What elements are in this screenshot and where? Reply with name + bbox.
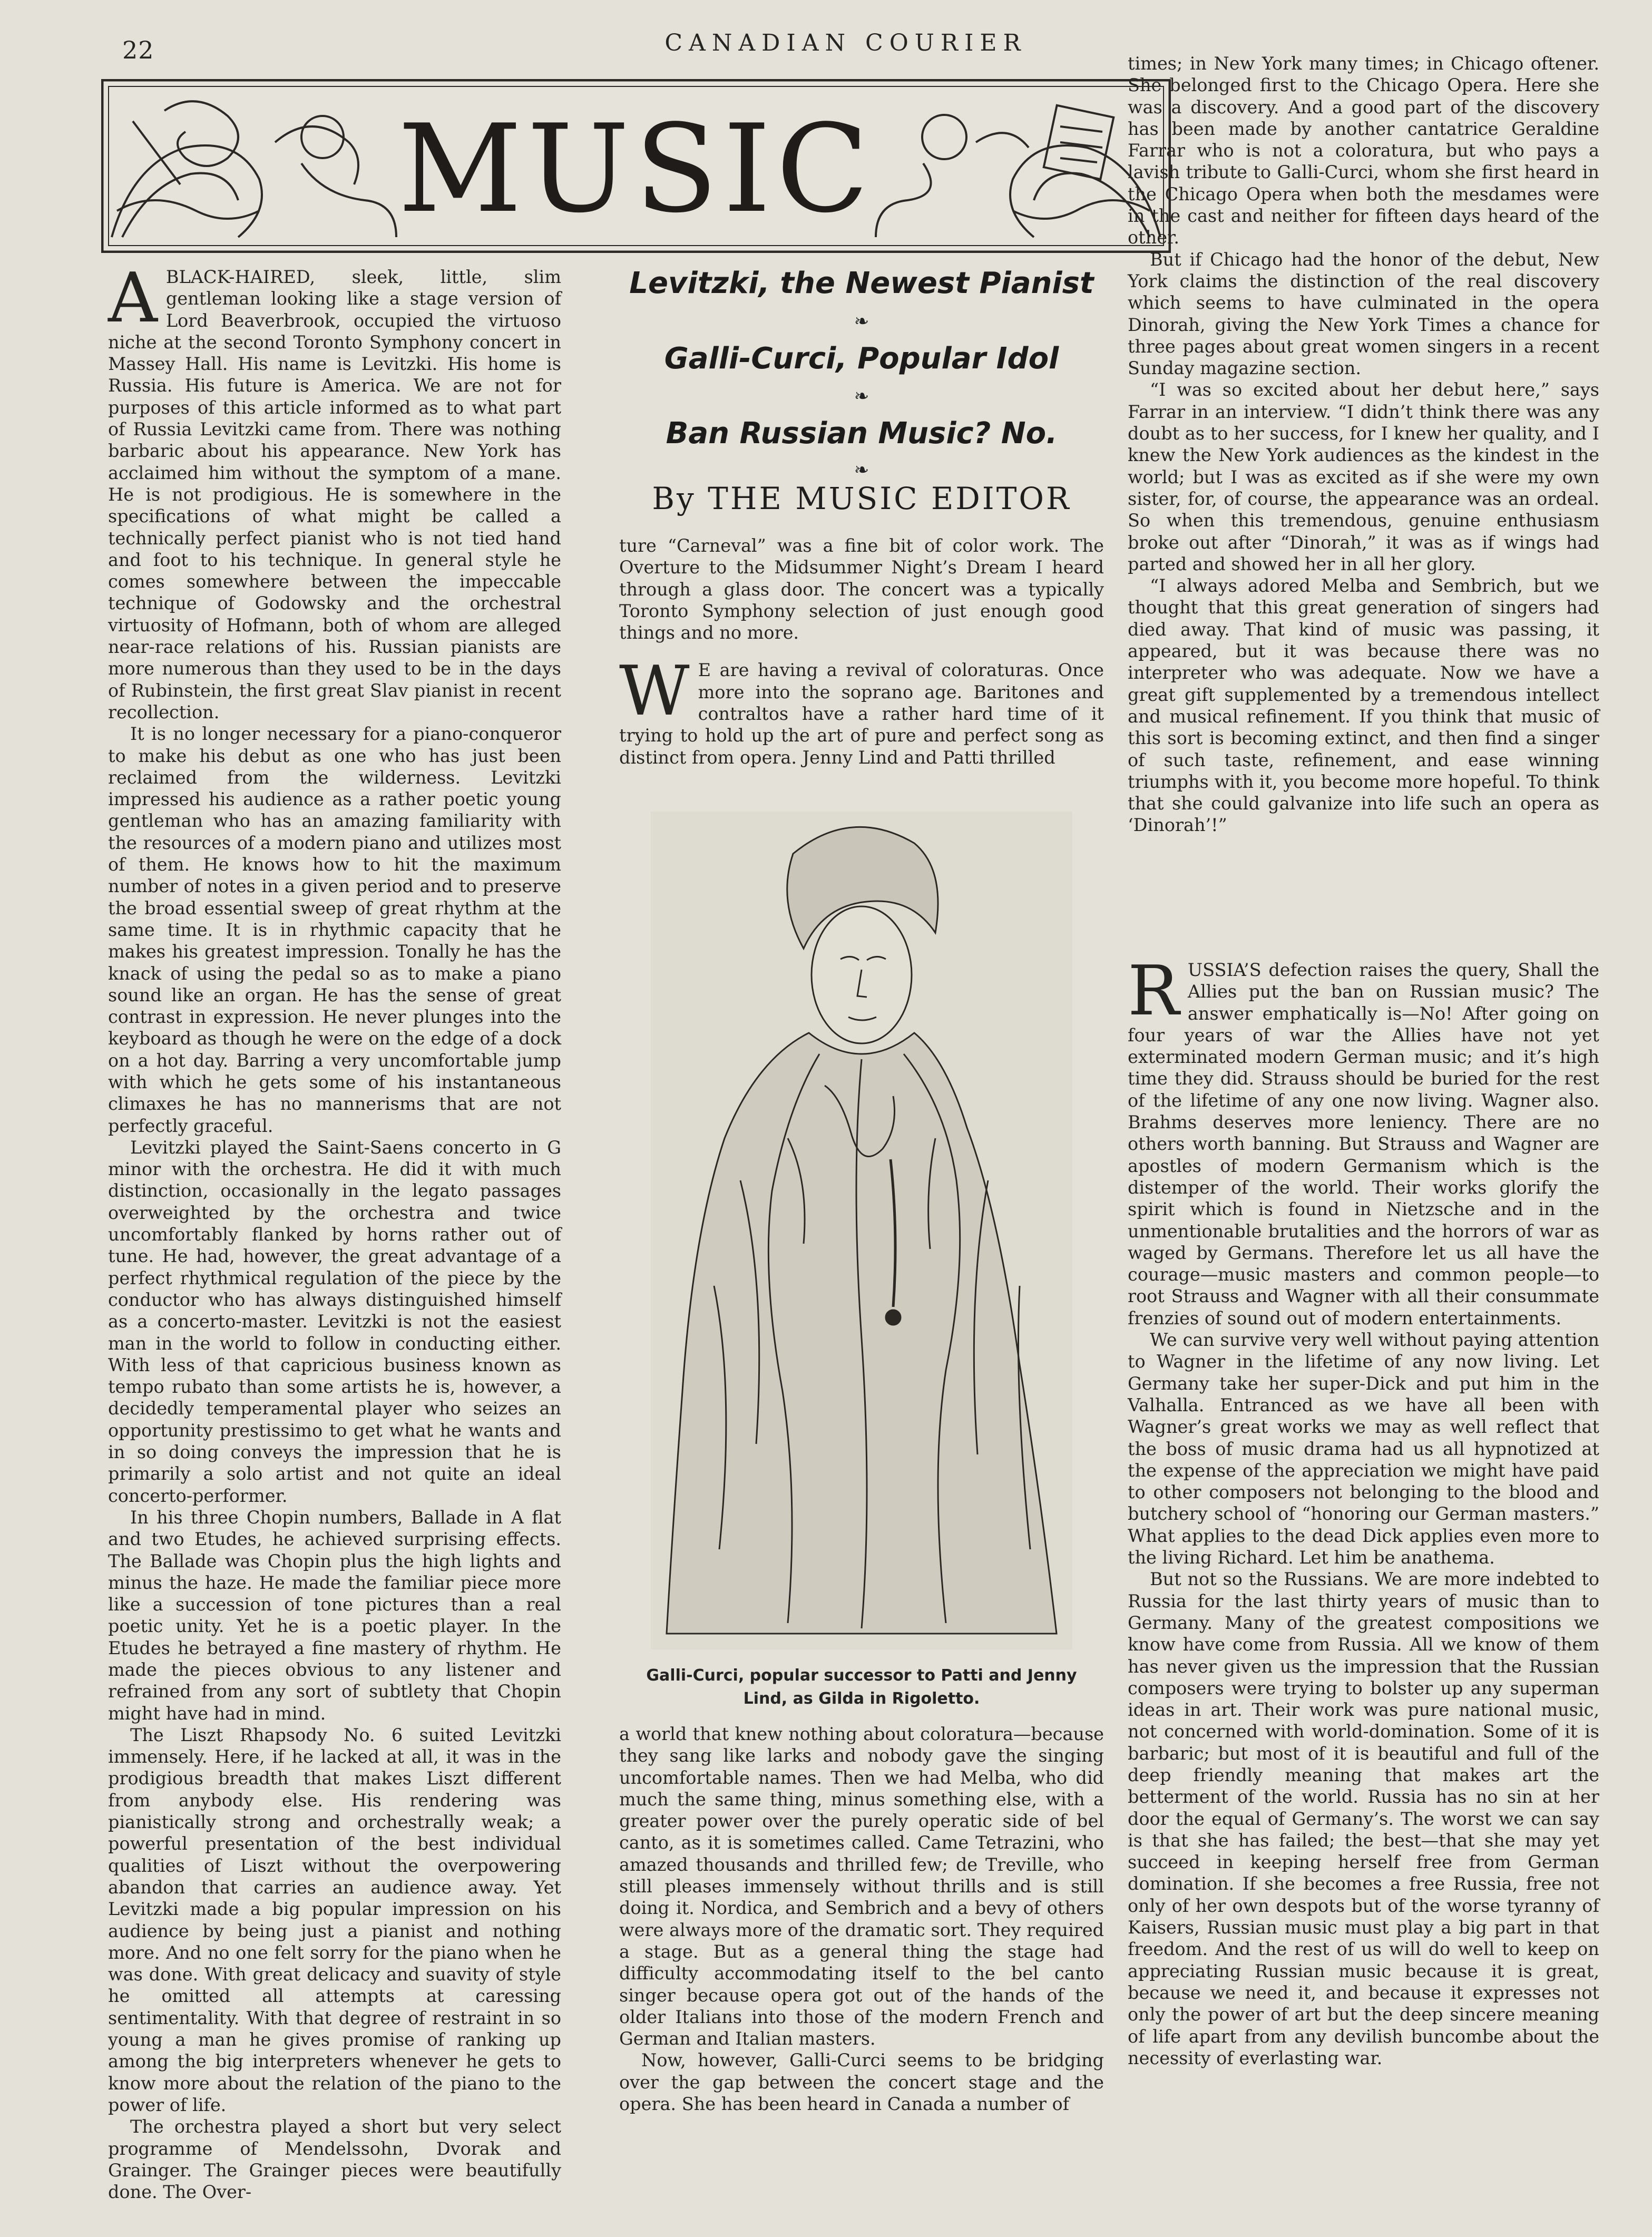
galli-curci-portrait [651,812,1072,1649]
column-3-top [1128,53,1599,836]
paragraph: USSIA’S defection raises the query, Shall the Allies put the ban on Russian music? The answer emphatically is—No! After going on four years of war the Allies have not yet exterminated modern German music; and it’s high time they did. Strauss should be buried for the rest of the lifetime of any one now living. Wagner also. Brahms deserves more leniency. There are no others worth banning. But Strauss and Wagner are apostles of modern Germanism which is the distemper of the world. Their works glorify the spirit which is found in Nietzsche and in the unmentionable brutalities and the horrors of war as waged by Germans. Therefore let us all have the courage—music masters and common people—to root Strauss and Wagner with all their consummate frenzies of sound out of modern entertainments. [1128,960,1599,1328]
music-banner [101,79,1171,253]
paragraph: But not so the Russians. We are more indebted to Russia for the last thirty years of music than to Germany. Many of the greatest compositions we know have come from Russia. All we know of them has never given us the impression that the Russian composers were trying to bolster up any superman ideas in art. Their work was pure national music, not concerned with world-domination. Some of it is barbaric; but most of it is beautiful and full of the deep friendly meaning that makes art the betterment of the world. Russia has no sin at her door the equal of Germany’s. The worst we can say is that she has failed; the best—that she may yet succeed in keeping herself free from German domination. If she becomes a free Russia, free not only of her own despots but of the worse tyranny of Kaisers, Russian music must play a big part in that freedom. And the rest of us will do well to keep on appreciating Russian music because it is great, because we need it, and because it expresses not only the power of art but the deep sincere meaning of life apart from any devilish buncombe about the necessity of everlasting war. [1128,1569,1599,2068]
dropcap-w: W [619,651,690,731]
byline: By THE MUSIC EDITOR [652,481,1071,516]
paragraph: Levitzki played the Saint-Saens concerto in G minor with the orchestra. He did it with much distinction, occasionally in the legato passages overweighted by the orchestra and twice uncomfortably flanked by horns rather out of tune. He had, however, the great advantage of a perfect rhythmical regulation of the piece by the conductor who has always distinguished himself as a concerto-master. Levitzki is not the easiest man in the world to follow in conducting either. With less of that capricious business known as tempo rubato than some artists he is, however, a decidedly temperamental player who seizes an opportunity prestissimo to get what he wants and in so doing conveys the impression that he is primarily a solo artist and not quite an ideal concerto-performer. [108,1137,561,1506]
separator-3: ❧ [854,460,869,481]
paragraph: ture “Carneval” was a fine bit of color work. The Overture to the Midsummer Night’s Dream I heard through a glass door. The concert was a typically Toronto Symphony selection of just enough good things and no more. [619,535,1104,643]
paragraph: “I always adored Melba and Sembrich, but we thought that this great generation of singers had died away. That kind of music was passing, it appeared, but it was because there was no interpreter who was adequate. Now we have a great gift supplemented by a tremendous intellect and musical refinement. If you think that music of this sort is becoming extinct, and then find a singer of such taste, refinement, and ease winning triumphs with it, you become more hopeful. To think that she could galvanize into life such an opera as ‘Dinorah’!” [1128,575,1599,836]
photo-caption: Galli-Curci, popular successor to Patti and Jenny Lind, as Gilda in Rigoletto. [646,1666,1077,1708]
paragraph: a world that knew nothing about coloratura—because they sang like larks and nobody gave the singing uncomfortable names. Then we had Melba, who did much the same thing, minus something else, with a greater power over the purely operatic side of bel canto, as it is sometimes called. Came Tetrazini, who amazed thousands and thrilled few; de Treville, who still pleases immensely without thrills and is still doing it. Nordica, and Sembrich and a bevy of others were always more of the dramatic sort. They required a stage. But as a general thing the stage had difficulty accommodating itself to the bel canto singer because opera got out of the hands of the older Italians into those of the modern French and German and Italian masters. [619,1724,1104,2049]
column-2-bottom [619,1723,1104,2115]
paragraph: BLACK-HAIRED, sleek, little, slim gentleman looking like a stage version of Lord Beaverbrook, occupied the virtuoso niche at the second Toronto Symphony concert in Massey Hall. His name is Levitzki. His home is Russia. His future is America. We are not for purposes of this article informed as to what part of Russia Levitzki came from. There was nothing barbaric about his appearance. New York has acclaimed him without the symptom of a mane. He is not prodigious. He is somewhere in the specifications of what might be called a technically perfect pianist who is not tied hand and foot to his technique. In general style he comes somewhere between the impeccable technique of Godowsky and the orchestral virtuosity of Hofmann, both of whom are alleged near-race relations of his. Russian pianists are more numerous than they used to be in the days of Rubinstein, the first great Slav pianist in recent recollection. [108,267,561,722]
page-number: 22 [122,36,154,64]
headline-levitzki: Levitzki, the Newest Pianist [629,266,1094,300]
paragraph: In his three Chopin numbers, Ballade in A flat and two Etudes, he achieved surprising effects. The Ballade was Chopin plus the high lights and minus the haze. He made the familiar piece more like a succession of tone pictures than a real poetic unity. Yet he is a poetic player. In the Etudes he betrayed a fine mastery of rhythm. He made the pieces obvious to any listener and refrained from any sort of subtlety that Chopin might have had in mind. [108,1507,561,1724]
separator-2: ❧ [854,386,869,407]
headline-russian-music: Ban Russian Music? No. [666,416,1058,451]
banner-title: MUSIC [398,99,874,240]
paragraph: E are having a revival of coloraturas. Once more into the soprano age. Baritones and contraltos have a rather hard time of it trying to hold up the art of pure and perfect song as distinct from opera. Jenny Lind and Patti thrilled [619,660,1104,768]
paragraph: The Liszt Rhapsody No. 6 suited Levitzki immensely. Here, if he lacked at all, it was in the prodigious breadth that makes Liszt different from anybody else. His rendering was pianistically strong and orchestrally weak; a powerful presentation of the best individual qualities of Liszt without the overpowering abandon that carries an audience away. Yet Levitzki made a big popular impression on his audience by being just a pianist and nothing more. And no one felt sorry for the piano when he was done. With great delicacy and suavity of style he omitted all attempts at caressing sentimentality. With that degree of restraint in so young a man he gives promise of ranking up among the big interpreters whenever he gets to know more about the relation of the piano to the power of life. [108,1724,561,2115]
paragraph: Now, however, Galli-Curci seems to be bridging over the gap between the concert stage and the opera. She has been heard in Canada a number of [619,2050,1104,2115]
paragraph: “I was so excited about her debut here,” says Farrar in an interview. “I didn’t think there was any doubt as to her success, for I knew her quality, and I knew the New York audiences as the kindest in the world; but I was as excited as if she were my own sister, for, of course, the appearance was an ordeal. So when this tremendous, genuine enthusiasm broke out after “Dinorah,” it was as if wings had parted and showed her in all her glory. [1128,379,1599,574]
paragraph: times; in New York many times; in Chicago oftener. She belonged first to the Chicago Opera. Here she was a discovery. And a good part of the discovery has been made by another cantatrice Geraldine Farrar who is not a coloratura, but who pays a lavish tribute to Galli-Curci, whom she first heard in the Chicago Opera when both the mesdames were in the cast and neither for fifteen days heard of the other. [1128,53,1599,248]
paragraph: The orchestra played a short but very select programme of Mendelssohn, Dvorak and Grainger. The Grainger pieces were beautifully done. The Over- [108,2116,561,2203]
column-1 [108,258,561,2203]
dropcap-a: A [108,258,158,338]
paragraph: But if Chicago had the honor of the debut, New York claims the distinction of the real discovery which seems to have culminated in the opera Dinorah, giving the New York Times a chance for three pages about great women singers in a recent Sunday magazine section. [1128,249,1599,379]
column-2-top [619,535,1104,768]
column-3-bottom [1128,951,1599,2069]
headline-galli-curci: Galli-Curci, Popular Idol [664,341,1059,376]
paragraph: It is no longer necessary for a piano-conqueror to make his debut as one who has just been reclaimed from the wilderness. Levitzki impressed his audience as a rather poetic young gentleman who has an amazing familiarity with the resources of a modern piano and utilizes most of them. He knows how to hit the maximum number of notes in a given period and to preserve the broad essential sweep of great rhythm at the same time. It is in rhythmic capacity that he makes his greatest impression. Tonally he has the knack of using the pedal so as to make a piano sound like an organ. He has the sense of great contrast in expression. He never plunges into the keyboard as though he were on the edge of a dock on a hot day. Barring a very uncomfortable jump with which he gets some of his instantaneous climaxes he has no mannerisms that are not perfectly graceful. [108,724,561,1136]
separator-1: ❧ [854,311,869,332]
paragraph: We can survive very well without paying attention to Wagner in the lifetime of any now living. Let Germany take her super-Dick and put him in the Valhalla. Entranced as we have all been with Wagner’s great works we may as well reflect that the boss of music drama had us all hypnotized at the expense of the appreciation we might have paid to other composers not belonging to the blood and butchery school of “honoring our German masters.” What applies to the dead Dick applies even more to the living Richard. Let him be anathema. [1128,1330,1599,1568]
running-title: CANADIAN COURIER [664,30,1027,56]
dropcap-r: R [1128,951,1179,1031]
